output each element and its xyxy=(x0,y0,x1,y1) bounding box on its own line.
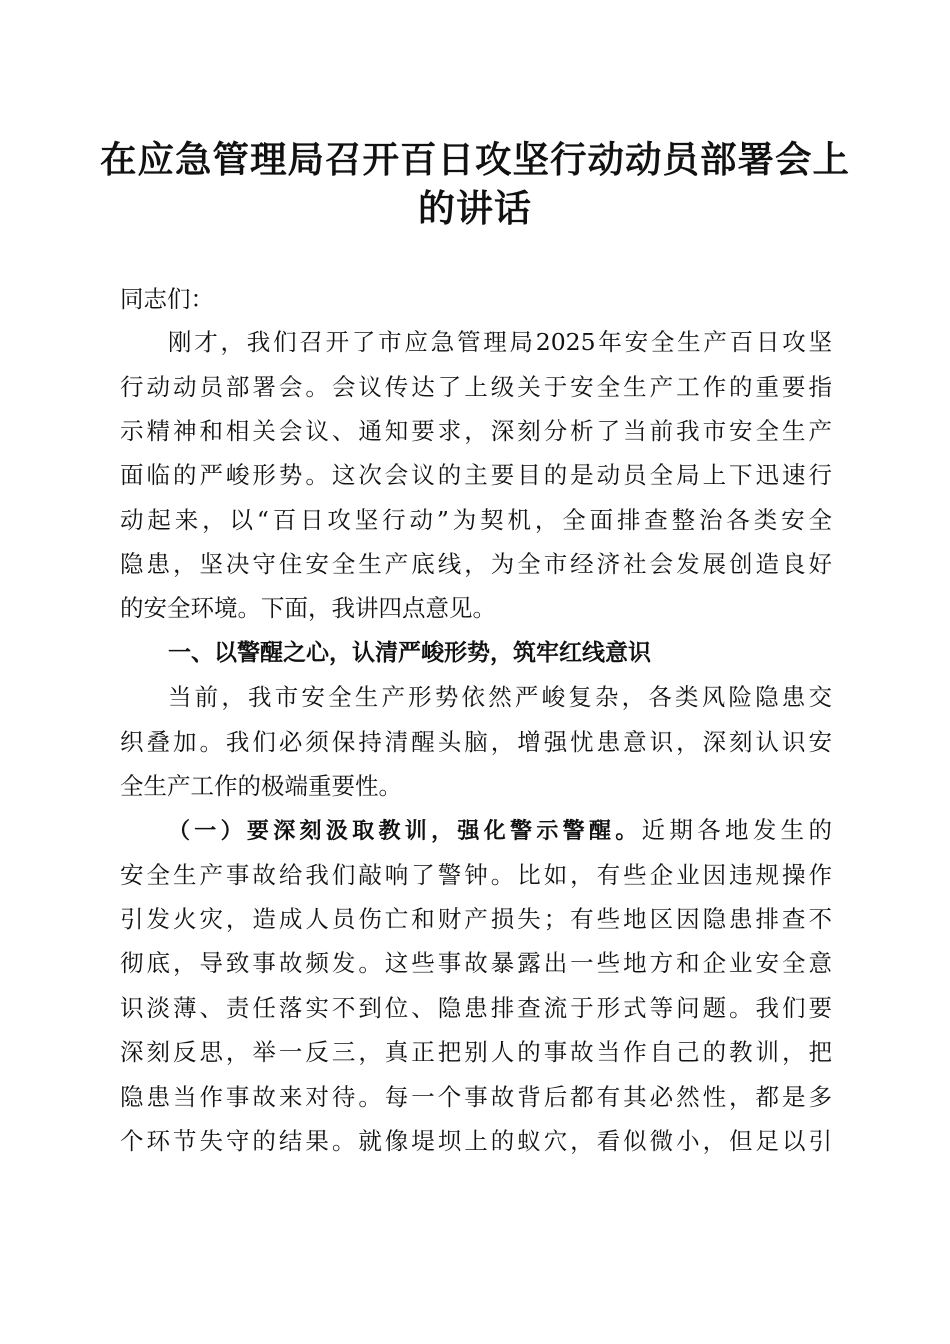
subsection-line: 安全生产事故给我们敲响了警钟。比如，有些企业因违规操作 xyxy=(120,861,832,889)
section-line: 织叠加。我们必须保持清醒头脑，增强忧患意识，深刻认识安 xyxy=(120,728,832,756)
subsection-first-line xyxy=(168,812,832,848)
intro-line: 刚才，我们召开了市应急管理局2025年安全生产百日攻坚 xyxy=(168,328,832,356)
section-line: 当前，我市安全生产形势依然严峻复杂，各类风险隐患交 xyxy=(168,683,832,711)
document-title-line-2: 的讲话 xyxy=(418,186,532,230)
salutation: 同志们： xyxy=(120,285,214,313)
subsection-line: 隐患当作事故来对待。每一个事故背后都有其必然性，都是多 xyxy=(120,1083,832,1111)
document-title-line-1: 在应急管理局召开百日攻坚行动动员部署会上 xyxy=(100,138,850,181)
subsection-line: 个环节失守的结果。就像堤坝上的蚁穴，看似微小，但足以引 xyxy=(120,1127,832,1155)
section-line: 全生产工作的极端重要性。 xyxy=(120,772,402,800)
intro-line: 行动动员部署会。会议传达了上级关于安全生产工作的重要指 xyxy=(120,373,832,401)
intro-line: 隐患，坚决守住安全生产底线，为全市经济社会发展创造良好 xyxy=(120,550,832,578)
intro-line: 动起来，以“百日攻坚行动”为契机，全面排查整治各类安全 xyxy=(120,506,832,534)
subsection-heading: （一）要深刻汲取教训，强化警示警醒。 xyxy=(168,819,642,844)
subsection-line: 引发火灾，造成人员伤亡和财产损失；有些地区因隐患排查不 xyxy=(120,905,832,933)
intro-line: 示精神和相关会议、通知要求，深刻分析了当前我市安全生产 xyxy=(120,417,832,445)
intro-line: 面临的严峻形势。这次会议的主要目的是动员全局上下迅速行 xyxy=(120,461,832,489)
subsection-first-rest: 近期各地发生的 xyxy=(641,816,832,844)
intro-line: 的安全环境。下面，我讲四点意见。 xyxy=(120,594,496,622)
section-heading: 一、以警醒之心，认清严峻形势，筑牢红线意识 xyxy=(168,640,651,666)
subsection-line: 深刻反思，举一反三，真正把别人的事故当作自己的教训，把 xyxy=(120,1038,832,1066)
subsection-line: 彻底，导致事故频发。这些事故暴露出一些地方和企业安全意 xyxy=(120,949,832,977)
subsection-line: 识淡薄、责任落实不到位、隐患排查流于形式等问题。我们要 xyxy=(120,994,832,1022)
